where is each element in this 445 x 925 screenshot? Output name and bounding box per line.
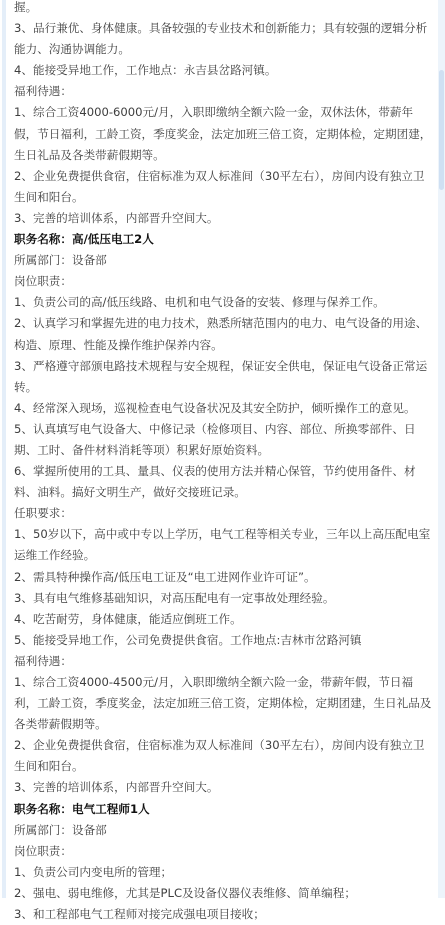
text-line: 所属部门：设备部 <box>14 253 107 268</box>
scrollbar[interactable] <box>438 0 445 898</box>
text-line: 2、企业免费提供食宿，住宿标准为双人标准间（30平左右），房间内设有独立卫生间和阳台。 <box>14 738 425 774</box>
text-line: 1、负责公司内变电所的管理； <box>14 864 173 879</box>
text-line: 1、综合工资4000-4500元/月，入职即缴纳全额六险一金，带薪年假，节日福利，工龄工资，季度奖金，法定加班三倍工资，定期体检，定期团建，生日礼品及各类带薪假期等。 <box>14 675 432 732</box>
text-line: 4、经常深入现场，巡视检查电气设备状况及其安全防护，倾听操作工的意见。 <box>14 400 416 415</box>
text-line: 所属部门：设备部 <box>14 822 107 837</box>
text-line: 6、掌握所使用的工具、量具、仪表的使用方法并精心保管，节约使用备件、材料、油料。搞好文明生产，做好交接班记录。 <box>14 464 416 500</box>
text-line: 握。 <box>14 0 38 14</box>
text-line: 4、能接受异地工作，工作地点：永吉县岔路河镇。 <box>14 63 277 78</box>
text-line: 3、严格遵守部颁电路技术规程与安全规程，保证安全供电，保证电气设备正常运转。 <box>14 358 428 394</box>
article-body <box>14 0 432 925</box>
text-line: 3、和工程部电气工程师对接完成强电项目接收； <box>14 907 265 922</box>
text-line: 1、50岁以下，高中或中专以上学历，电气工程等相关专业，三年以上高压配电室运维工作经验。 <box>14 527 431 563</box>
text-line: 2、需具特种操作高/低压电工证及“电工进网作业许可证”。 <box>14 569 316 584</box>
quote-rule <box>2 0 6 898</box>
text-line: 2、企业免费提供食宿，住宿标准为双人标准间（30平左右），房间内设有独立卫生间和阳台。 <box>14 168 425 204</box>
job-title-heading: 职务名称：电气工程师1人 <box>14 801 150 816</box>
text-line: 3、品行兼优、身体健康。具备较强的专业技术和创新能力；具有较强的逻辑分析能力、沟通协调能力。 <box>14 21 428 57</box>
text-line: 1、综合工资4000-6000元/月，入职即缴纳全额六险一金，双休法休，带薪年假，节日福利，工龄工资，季度奖金，法定加班三倍工资，定期体检，定期团建，生日礼品及各类带薪假期等。 <box>14 105 432 162</box>
text-line: 岗位职责： <box>14 274 72 289</box>
text-line: 2、强电、弱电维修，尤其是PLC及设备仪器仪表维修、简单编程； <box>14 885 356 900</box>
text-line: 5、能接受异地工作，公司免费提供食宿。工作地点:吉林市岔路河镇 <box>14 632 362 647</box>
text-line: 福利待遇： <box>14 84 72 99</box>
text-line: 4、吃苦耐劳，身体健康，能适应倒班工作。 <box>14 611 242 626</box>
text-line: 3、完善的培训体系，内部晋升空间大。 <box>14 210 219 225</box>
scrollbar-thumb[interactable] <box>439 70 444 190</box>
text-line: 5、认真填写电气设备大、中修记录（检修项目、内容、部位、所换零部件、日期、工时、备件材料消耗等项）积累好原始资料。 <box>14 421 416 457</box>
text-line: 3、具有电气维修基础知识，对高压配电有一定事故处理经验。 <box>14 590 335 605</box>
text-line: 福利待遇： <box>14 653 72 668</box>
text-line: 1、负责公司的高/低压线路、电机和电气设备的安装、修理与保养工作。 <box>14 295 385 310</box>
text-line: 2、认真学习和掌握先进的电力技术，熟悉所辖范围内的电力、电气设备的用途、构造、原理、性能及操作维护保养内容。 <box>14 316 428 352</box>
text-line: 3、完善的培训体系，内部晋升空间大。 <box>14 780 219 795</box>
job-title-heading: 职务名称：高/低压电工2人 <box>14 232 154 247</box>
text-line: 岗位职责： <box>14 843 72 858</box>
text-line: 任职要求： <box>14 506 72 521</box>
